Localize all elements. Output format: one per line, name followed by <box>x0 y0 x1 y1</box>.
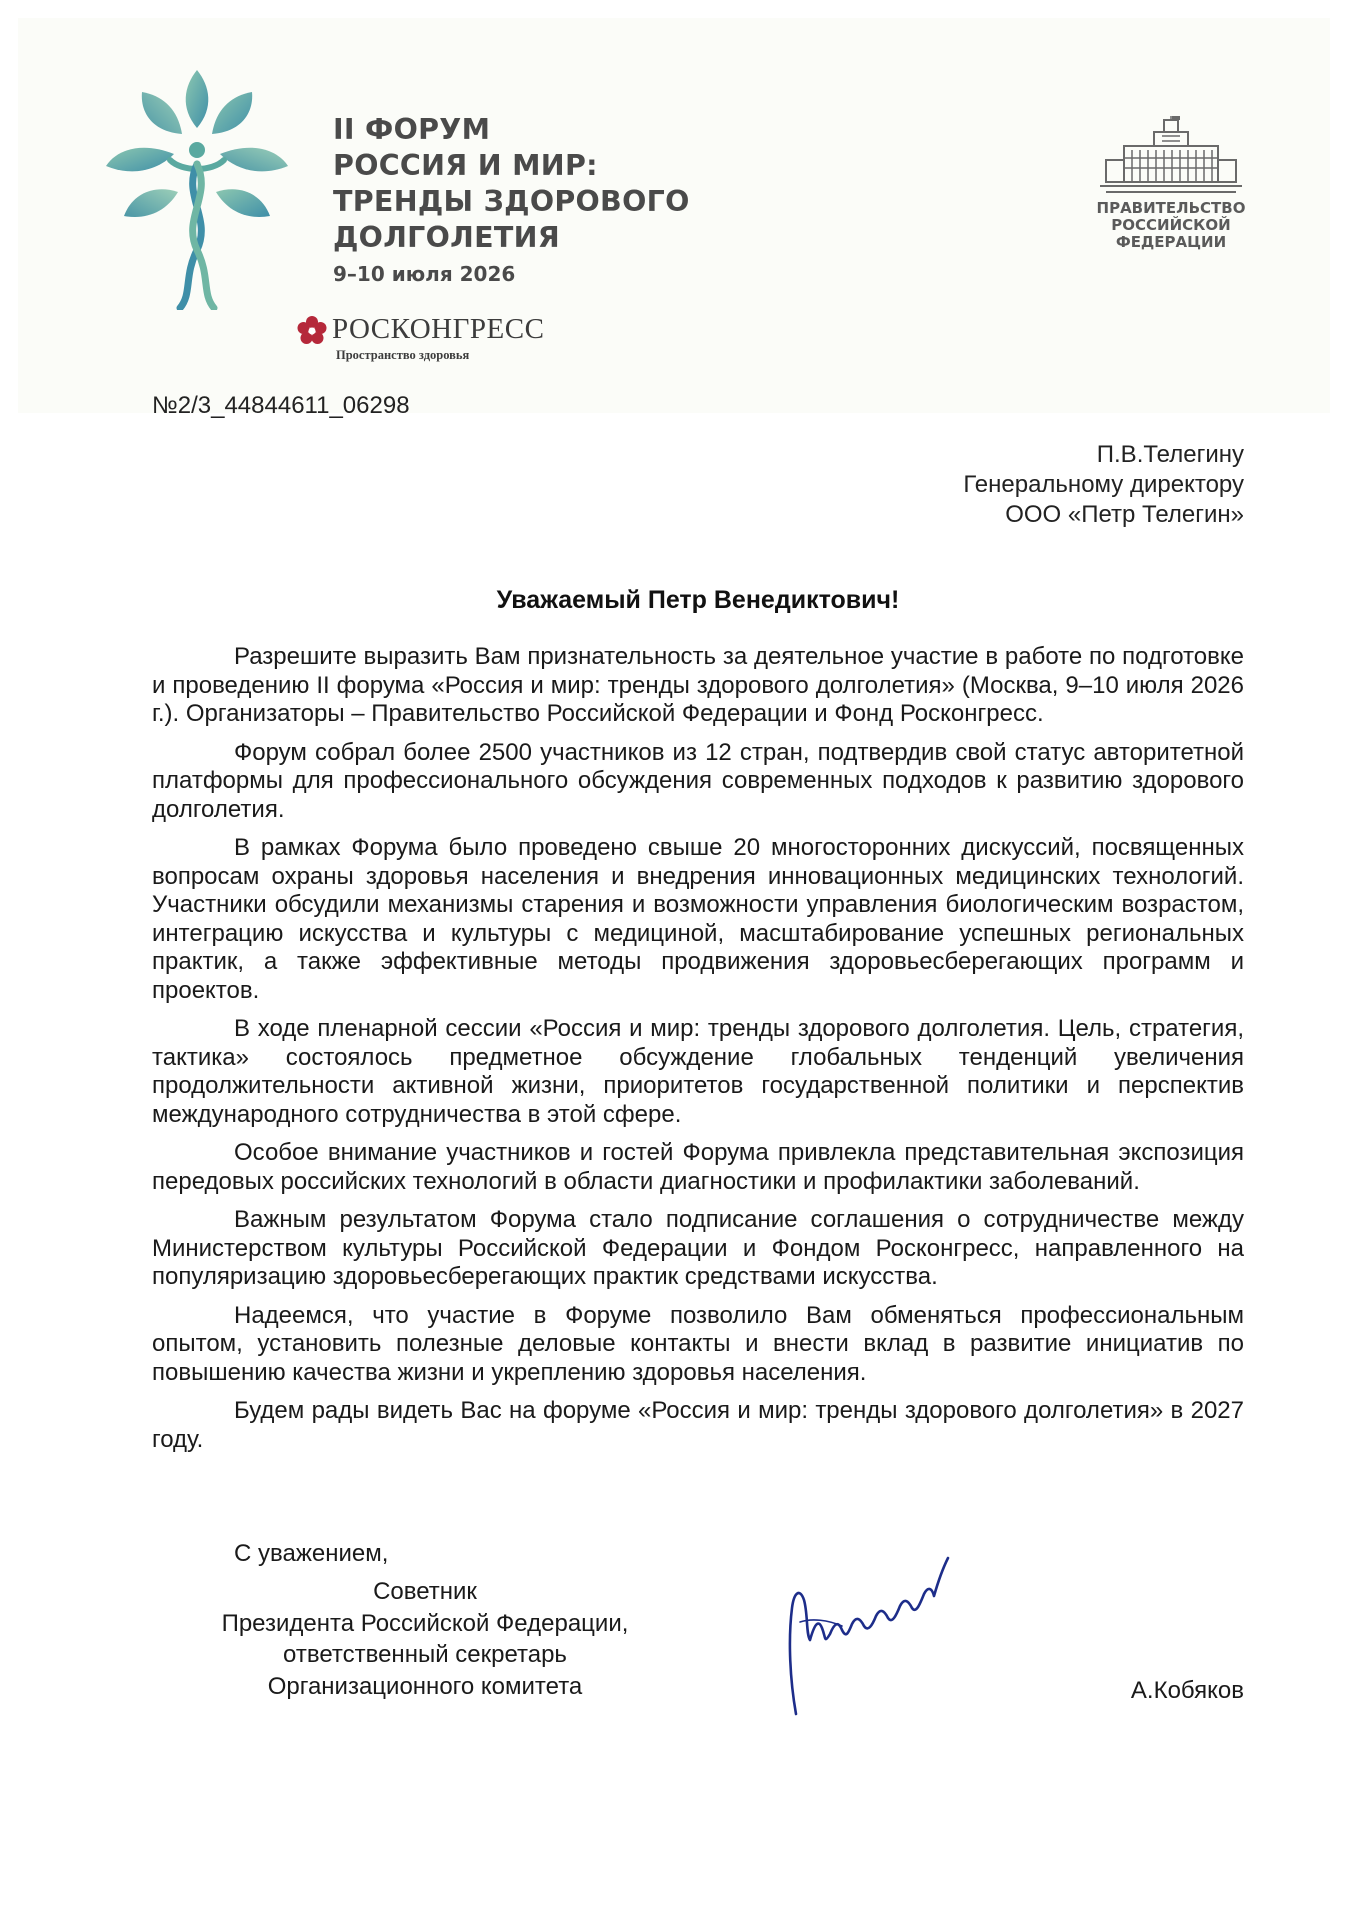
closing-phrase: С уважением, <box>234 1540 389 1567</box>
body-paragraph: В ходе пленарной сессии «Россия и мир: тренды здорового долголетия. Цель, стратегия, тактика» состоялось предметное обсуждение глобальных тенденций увеличения продолжительности активной жизни, приоритетов государственной политики и перспектив международного сотрудничества в этой сфере. <box>152 1015 1244 1128</box>
body-paragraph: Важным результатом Форума стало подписание соглашения о сотрудничестве между Министерством культуры Российской Федерации и Фондом Росконгресс, направленного на популяризацию здоровьесберегающих практик средствами искусства. <box>152 1206 1244 1290</box>
recipient-line: П.В.Телегину <box>1096 441 1244 468</box>
signer-title-line: Советник <box>373 1578 477 1605</box>
recipient-line: Генеральному директору <box>963 471 1244 498</box>
government-logo <box>1096 116 1246 256</box>
government-name-line: ФЕДЕРАЦИИ <box>1115 233 1227 251</box>
forum-title-line: ТРЕНДЫ ЗДОРОВОГО <box>333 185 690 218</box>
government-building-icon <box>1096 116 1246 194</box>
government-name-line: РОССИЙСКОЙ <box>1111 216 1231 234</box>
salutation: Уважаемый Петр Венедиктович! <box>496 586 900 614</box>
signer-title-line: ответственный секретарь <box>283 1641 567 1668</box>
forum-dates: 9–10 июля 2026 <box>333 262 516 286</box>
body-paragraph: Особое внимание участников и гостей Форума привлекла представительная экспозиция передовых российских технологий в области диагностики и профилактики заболеваний. <box>152 1139 1244 1195</box>
signer-title <box>190 1576 660 1702</box>
roscongress-subtitle: Пространство здоровья <box>336 348 470 362</box>
forum-tree-emblem <box>98 68 296 310</box>
handwritten-signature <box>782 1530 962 1720</box>
forum-title-line: ДОЛГОЛЕТИЯ <box>333 221 561 254</box>
document-number: №2/3_44844611_06298 <box>152 392 410 419</box>
body-paragraph: Форум собрал более 2500 участников из 12 стран, подтвердив свой статус авторитетной платформы для профессионального обсуждения современных подходов к развитию здорового долголетия. <box>152 738 1244 823</box>
body-paragraph: Разрешите выразить Вам признательность за деятельное участие в работе по подготовке и проведению II форума «Россия и мир: тренды здорового долголетия» (Москва, 9–10 июля 2026 г.). Организаторы – Правительство Российской Федерации и Фонд Росконгресс. <box>152 643 1244 727</box>
signer-name: А.Кобяков <box>1130 1677 1244 1704</box>
recipient-line: ООО «Петр Телегин» <box>1005 501 1244 528</box>
roscongress-name: РОСКОНГРЕСС <box>332 313 545 345</box>
recipient-block <box>724 440 1244 530</box>
government-name-line: ПРАВИТЕЛЬСТВО <box>1096 199 1246 217</box>
letter-body <box>152 643 1244 1464</box>
roscongress-logo <box>296 312 556 366</box>
body-paragraph: Будем рады видеть Вас на форуме «Россия и мир: тренды здорового долголетия» в 2027 году. <box>152 1397 1244 1453</box>
forum-title <box>333 112 753 256</box>
forum-title-line: II ФОРУМ <box>333 113 491 146</box>
government-name <box>1096 200 1246 251</box>
signer-title-line: Президента Российской Федерации, <box>221 1609 629 1637</box>
body-paragraph: Надеемся, что участие в Форуме позволило Вам обменяться профессиональным опытом, установить полезные деловые контакты и внести вклад в развитие инициатив по повышению качества жизни и укреплению здоровья населения. <box>152 1301 1244 1386</box>
roscongress-flower-icon <box>296 315 328 347</box>
signer-title-line: Организационного комитета <box>267 1672 583 1700</box>
forum-title-line: РОССИЯ И МИР: <box>333 149 598 182</box>
body-paragraph: В рамках Форума было проведено свыше 20 многосторонних дискуссий, посвященных вопросам охраны здоровья населения и внедрения инновационных медицинских технологий. Участники обсудили механизмы старения и возможности управления биологическим возрастом, интеграцию искусства и культуры с медициной, масштабирование успешных региональных практик, а также эффективные методы продвижения здоровьесберегающих программ и проектов. <box>152 834 1244 1004</box>
